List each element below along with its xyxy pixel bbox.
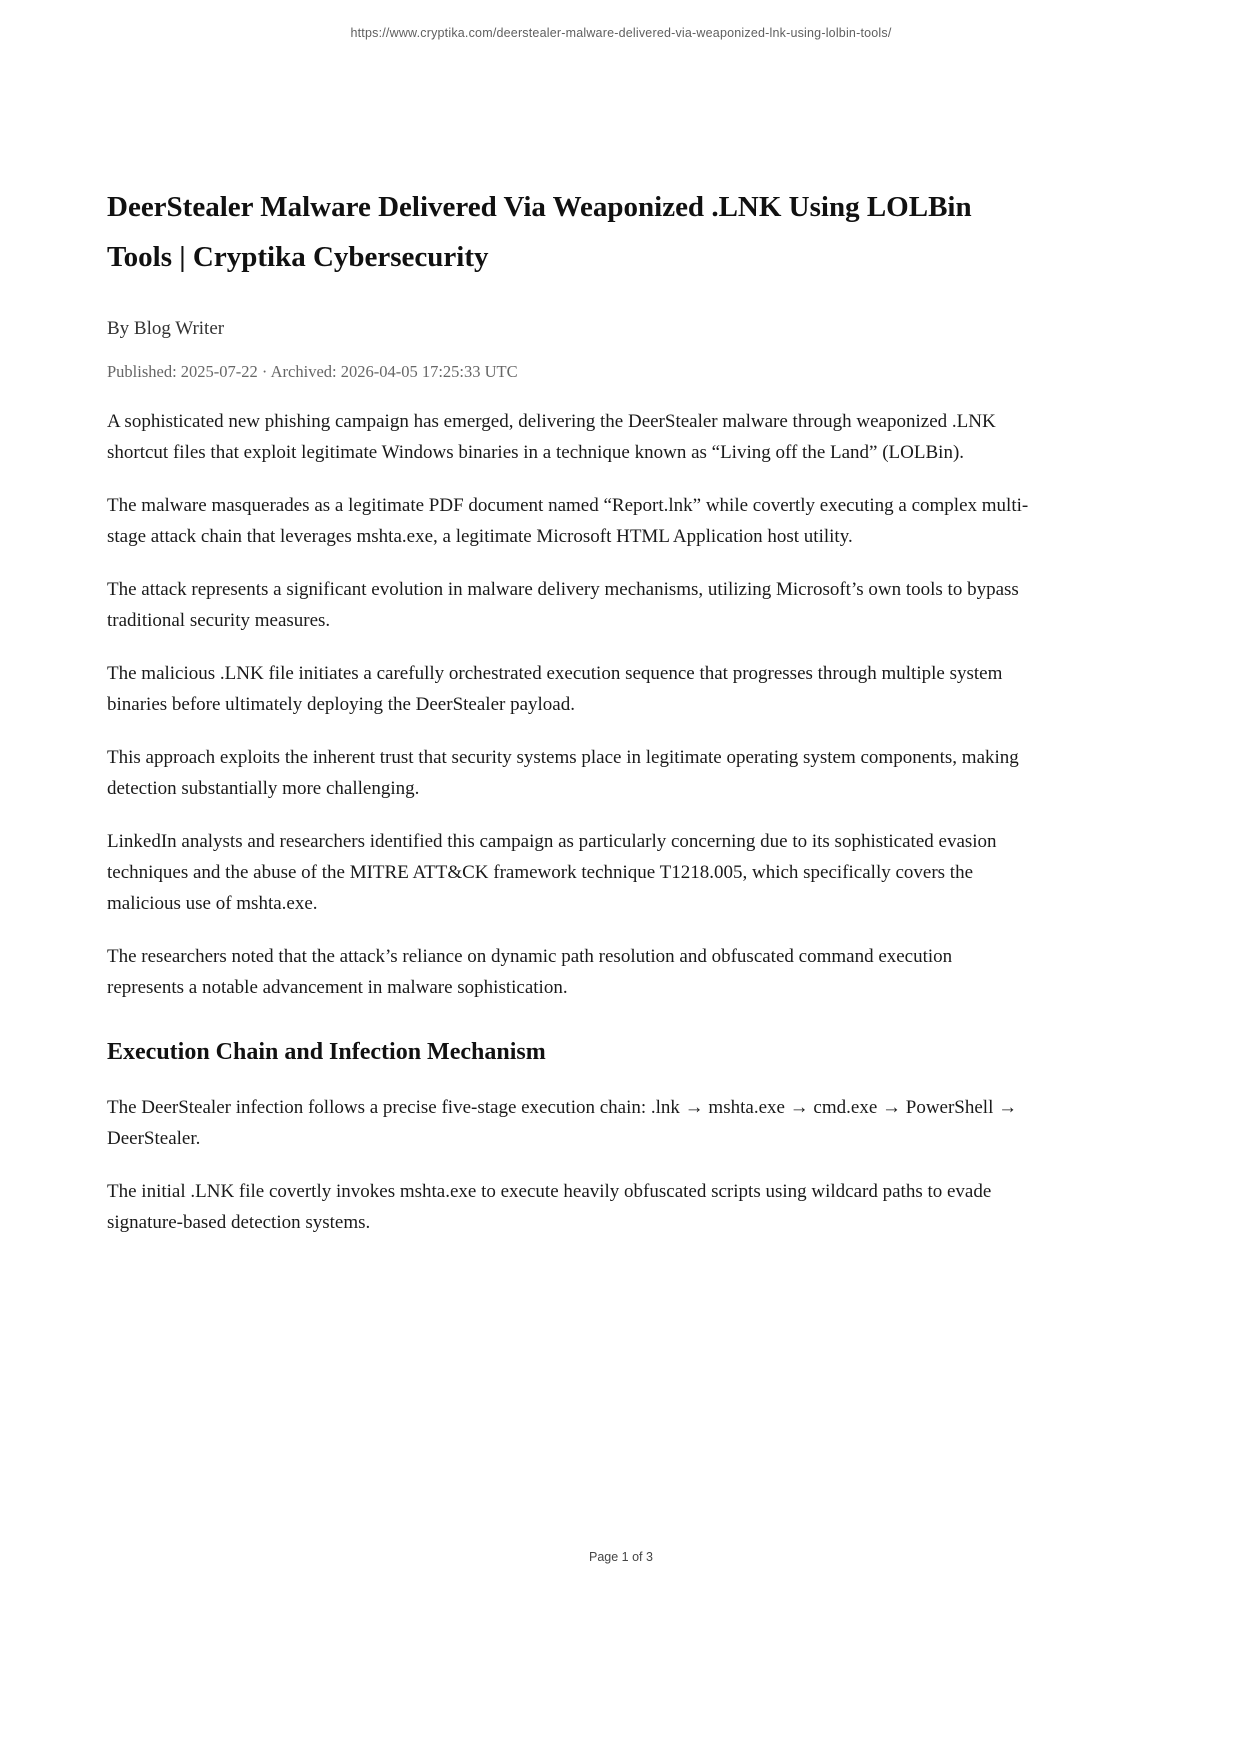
article-paragraph: LinkedIn analysts and researchers identified this campaign as particularly concerning due to its sophisticated evasion techniques and the abuse of the MITRE ATT&CK framework technique T1218.005, which specifically covers the malicious use of mshta.exe. xyxy=(107,831,997,914)
article-paragraph: The malware masquerades as a legitimate PDF document named “Report.lnk” while covertly executing a complex multi-stage attack chain that leverages mshta.exe, a legitimate Microsoft HTML Application host utility. xyxy=(107,495,1029,547)
article-meta-dates: Published: 2025-07-22 · Archived: 2026-04-05 17:25:33 UTC xyxy=(107,362,518,381)
article-paragraph: The attack represents a significant evolution in malware delivery mechanisms, utilizing Microsoft’s own tools to bypass traditional security measures. xyxy=(107,579,1019,631)
article-paragraph: The malicious .LNK file initiates a carefully orchestrated execution sequence that progresses through multiple system binaries before ultimately deploying the DeerStealer payload. xyxy=(107,663,1003,715)
page-title: DeerStealer Malware Delivered Via Weaponized .LNK Using LOLBin Tools | Cryptika Cybersecurity xyxy=(107,191,972,273)
article-paragraph: The initial .LNK file covertly invokes mshta.exe to execute heavily obfuscated scripts using wildcard paths to evade signature-based detection systems. xyxy=(107,1181,992,1233)
section-heading-execution-chain: Execution Chain and Infection Mechanism xyxy=(107,1039,546,1065)
article-body xyxy=(107,406,1032,1238)
article-paragraph: A sophisticated new phishing campaign has emerged, delivering the DeerStealer malware through weaponized .LNK shortcut files that exploit legitimate Windows binaries in a technique known as “Living off the Land” (LOLBin). xyxy=(107,411,996,463)
article-paragraph: This approach exploits the inherent trust that security systems place in legitimate operating system components, making detection substantially more challenging. xyxy=(107,747,1019,799)
page-number-footer: Page 1 of 3 xyxy=(589,1550,653,1564)
article-byline: By Blog Writer xyxy=(107,318,225,339)
print-header-url: https://www.cryptika.com/deerstealer-malware-delivered-via-weaponized-lnk-using-lolbin-tools/ xyxy=(350,26,892,40)
article-paragraph: The DeerStealer infection follows a precise five-stage execution chain: .lnk → mshta.exe → cmd.exe → PowerShell → DeerStealer. xyxy=(107,1097,1018,1149)
article-content xyxy=(107,0,1032,1260)
article-paragraph: The researchers noted that the attack’s reliance on dynamic path resolution and obfuscated command execution represents a notable advancement in malware sophistication. xyxy=(107,946,953,998)
